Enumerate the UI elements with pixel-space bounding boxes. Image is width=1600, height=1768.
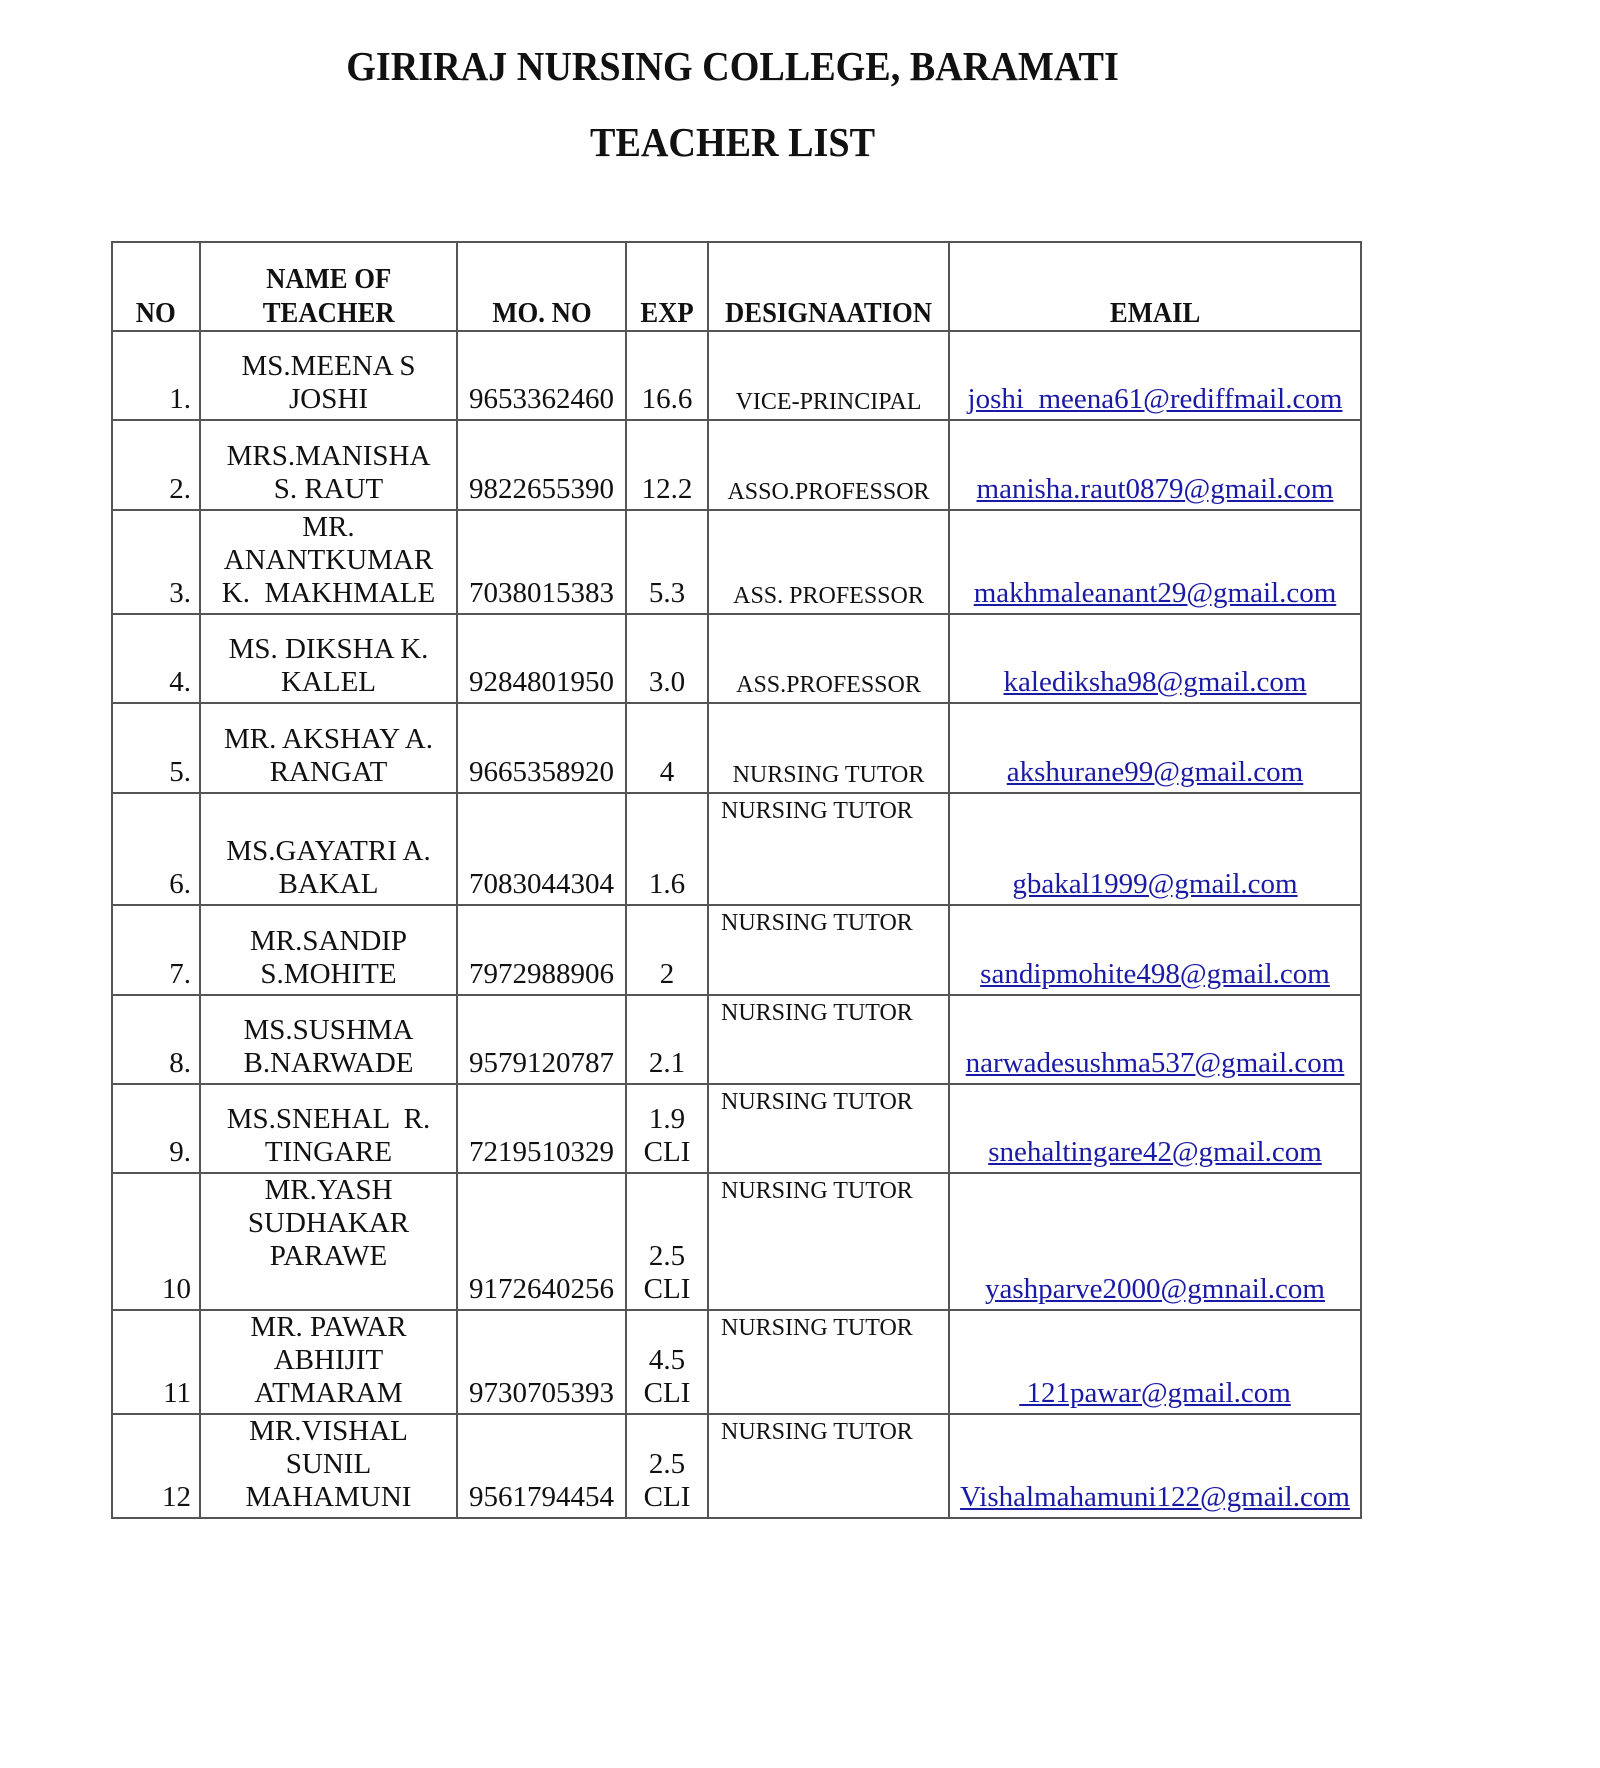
cell-experience — [626, 510, 708, 614]
cell-designation — [708, 703, 949, 793]
teacher-name-line: MS.SUSHMA — [243, 1014, 414, 1046]
cell-designation — [708, 510, 949, 614]
designation-text: NURSING TUTOR — [732, 762, 925, 788]
teacher-name-line: ANANTKUMAR — [223, 544, 434, 576]
cell-teacher-name — [200, 331, 457, 420]
table-row — [112, 1173, 1361, 1310]
teacher-name-line: MR. — [302, 511, 355, 543]
cell-no: 5. — [112, 703, 200, 793]
teacher-name-line: MR.VISHAL — [249, 1415, 408, 1447]
cell-email — [949, 1414, 1361, 1518]
column-header-name: NAME OF TEACHER — [200, 242, 457, 331]
teacher-name-line: S. RAUT — [273, 473, 384, 505]
cell-teacher-name — [200, 905, 457, 995]
table-row — [112, 995, 1361, 1084]
column-header-no: NO — [112, 242, 200, 331]
table-row — [112, 793, 1361, 905]
email-link[interactable]: Vishalmahamuni122@gmail.com — [960, 1481, 1350, 1513]
table-header-row — [112, 242, 1361, 331]
table-row — [112, 905, 1361, 995]
cell-mobile: 9822655390 — [457, 420, 626, 510]
designation-text: NURSING TUTOR — [721, 1419, 913, 1445]
email-link[interactable]: manisha.raut0879@gmail.com — [976, 473, 1334, 505]
email-link[interactable]: 121pawar@gmail.com — [1019, 1377, 1291, 1409]
email-link[interactable]: joshi_meena61@rediffmail.com — [967, 383, 1343, 415]
page-title: TEACHER LIST — [590, 119, 876, 165]
cell-designation — [708, 420, 949, 510]
teacher-name-line: MS. DIKSHA K. — [228, 633, 429, 665]
cell-designation — [708, 793, 949, 905]
cell-experience — [626, 703, 708, 793]
cell-email — [949, 420, 1361, 510]
cell-mobile: 9730705393 — [457, 1310, 626, 1414]
experience-line: 12.2 — [641, 473, 693, 505]
cell-no: 4. — [112, 614, 200, 703]
cell-experience — [626, 905, 708, 995]
email-link[interactable]: makhmaleanant29@gmail.com — [973, 577, 1337, 609]
table-row — [112, 331, 1361, 420]
cell-experience — [626, 1310, 708, 1414]
cell-designation — [708, 614, 949, 703]
cell-experience — [626, 1414, 708, 1518]
teacher-name-line: ABHIJIT — [273, 1344, 384, 1376]
cell-mobile: 7219510329 — [457, 1084, 626, 1173]
table-row — [112, 703, 1361, 793]
designation-text: ASS.PROFESSOR — [736, 672, 921, 698]
cell-experience — [626, 420, 708, 510]
teacher-name-line: SUDHAKAR — [247, 1207, 410, 1239]
column-header-email: EMAIL — [949, 242, 1361, 331]
cell-mobile: 9665358920 — [457, 703, 626, 793]
teacher-name-line: MAHAMUNI — [245, 1481, 412, 1513]
cell-no: 3. — [112, 510, 200, 614]
cell-email — [949, 510, 1361, 614]
cell-designation — [708, 1084, 949, 1173]
designation-text: NURSING TUTOR — [721, 910, 913, 936]
teacher-name-line: RANGAT — [269, 756, 388, 788]
teacher-name-line: B.NARWADE — [243, 1047, 414, 1079]
teacher-name-line: MS.GAYATRI A. — [226, 835, 431, 867]
cell-mobile: 9172640256 — [457, 1173, 626, 1310]
cell-teacher-name — [200, 1173, 457, 1310]
email-link[interactable]: akshurane99@gmail.com — [1006, 756, 1304, 788]
cell-designation — [708, 1414, 949, 1518]
cell-mobile: 7083044304 — [457, 793, 626, 905]
cell-mobile: 9284801950 — [457, 614, 626, 703]
designation-text: ASSO.PROFESSOR — [727, 479, 930, 505]
email-link[interactable]: kalediksha98@gmail.com — [1003, 666, 1307, 698]
column-header-exp: EXP — [626, 242, 708, 331]
cell-email — [949, 1084, 1361, 1173]
table-body — [112, 331, 1361, 1518]
teacher-name-line: TINGARE — [264, 1136, 393, 1168]
cell-no: 9. — [112, 1084, 200, 1173]
table-row — [112, 510, 1361, 614]
experience-line: 5.3 — [648, 577, 686, 609]
cell-no: 7. — [112, 905, 200, 995]
cell-no: 1. — [112, 331, 200, 420]
cell-no: 12 — [112, 1414, 200, 1518]
teacher-table — [111, 241, 1362, 1519]
experience-line: CLI — [643, 1481, 691, 1513]
email-link[interactable]: snehaltingare42@gmail.com — [988, 1136, 1322, 1168]
college-title: GIRIRAJ NURSING COLLEGE, BARAMATI — [346, 43, 1119, 89]
cell-no: 8. — [112, 995, 200, 1084]
table-row — [112, 1084, 1361, 1173]
cell-designation — [708, 1310, 949, 1414]
experience-line: 2.1 — [648, 1047, 686, 1079]
cell-mobile: 9579120787 — [457, 995, 626, 1084]
experience-line: 2.5 — [648, 1240, 686, 1272]
teacher-name-line: PARAWE — [269, 1240, 388, 1272]
cell-no: 11 — [112, 1310, 200, 1414]
cell-email — [949, 331, 1361, 420]
cell-experience — [626, 331, 708, 420]
designation-text: NURSING TUTOR — [721, 1089, 913, 1115]
cell-experience — [626, 793, 708, 905]
experience-line: 2.5 — [648, 1448, 686, 1480]
cell-experience — [626, 614, 708, 703]
email-link[interactable]: yashparve2000@gmnail.com — [985, 1273, 1325, 1305]
designation-text: NURSING TUTOR — [721, 798, 913, 824]
teacher-name-line: MR.YASH — [264, 1174, 393, 1206]
cell-mobile: 9653362460 — [457, 331, 626, 420]
cell-no: 2. — [112, 420, 200, 510]
cell-teacher-name — [200, 793, 457, 905]
teacher-name-line: BAKAL — [278, 868, 379, 900]
experience-line: 16.6 — [641, 383, 693, 415]
teacher-name-line: S.MOHITE — [260, 958, 397, 990]
cell-email — [949, 703, 1361, 793]
table-row — [112, 420, 1361, 510]
cell-teacher-name — [200, 614, 457, 703]
cell-no: 6. — [112, 793, 200, 905]
experience-line: 2 — [659, 958, 675, 990]
cell-email — [949, 1173, 1361, 1310]
cell-email — [949, 793, 1361, 905]
experience-line: CLI — [643, 1377, 691, 1409]
table-row — [112, 614, 1361, 703]
teacher-name-line — [205, 1273, 452, 1306]
teacher-name-line: MS.MEENA S — [241, 350, 416, 382]
teacher-name-line: KALEL — [280, 666, 377, 698]
column-header-designation: DESIGNAATION — [708, 242, 949, 331]
cell-email — [949, 995, 1361, 1084]
column-header-mobile: MO. NO — [457, 242, 626, 331]
teacher-name-line: MR. PAWAR — [250, 1311, 407, 1343]
designation-text: NURSING TUTOR — [721, 1178, 913, 1204]
cell-designation — [708, 905, 949, 995]
experience-line: 1.9 — [648, 1103, 686, 1135]
table-row — [112, 1414, 1361, 1518]
experience-line: CLI — [643, 1136, 691, 1168]
cell-mobile: 7038015383 — [457, 510, 626, 614]
cell-designation — [708, 331, 949, 420]
cell-teacher-name — [200, 1084, 457, 1173]
cell-teacher-name — [200, 420, 457, 510]
cell-teacher-name — [200, 703, 457, 793]
experience-line: 4 — [659, 756, 675, 788]
cell-teacher-name — [200, 1310, 457, 1414]
cell-designation — [708, 1173, 949, 1310]
email-link[interactable]: gbakal1999@gmail.com — [1012, 868, 1298, 900]
cell-teacher-name — [200, 510, 457, 614]
cell-teacher-name — [200, 995, 457, 1084]
experience-line: 1.6 — [648, 868, 686, 900]
teacher-name-line: MS.SNEHAL R. — [226, 1103, 431, 1135]
designation-text: NURSING TUTOR — [721, 1315, 913, 1341]
teacher-name-line: K. MAKHMALE — [221, 577, 436, 609]
teacher-name-line: ATMARAM — [254, 1377, 403, 1409]
cell-mobile: 9561794454 — [457, 1414, 626, 1518]
email-link[interactable]: narwadesushma537@gmail.com — [965, 1047, 1345, 1079]
cell-teacher-name — [200, 1414, 457, 1518]
cell-no: 10 — [112, 1173, 200, 1310]
teacher-name-line: MRS.MANISHA — [226, 440, 431, 472]
designation-text: NURSING TUTOR — [721, 1000, 913, 1026]
cell-experience — [626, 1173, 708, 1310]
designation-text: ASS. PROFESSOR — [733, 583, 924, 609]
email-link[interactable]: sandipmohite498@gmail.com — [980, 958, 1330, 990]
table-row — [112, 1310, 1361, 1414]
designation-text: VICE-PRINCIPAL — [735, 389, 922, 415]
teacher-name-line: MR. AKSHAY A. — [224, 723, 433, 755]
cell-experience — [626, 995, 708, 1084]
teacher-name-line: MR.SANDIP — [249, 925, 408, 957]
cell-designation — [708, 995, 949, 1084]
cell-email — [949, 1310, 1361, 1414]
experience-line: 4.5 — [648, 1344, 686, 1376]
cell-email — [949, 614, 1361, 703]
teacher-name-line: SUNIL — [285, 1448, 372, 1480]
cell-mobile: 7972988906 — [457, 905, 626, 995]
cell-email — [949, 905, 1361, 995]
teacher-name-line: JOSHI — [289, 383, 368, 415]
cell-experience — [626, 1084, 708, 1173]
experience-line: CLI — [643, 1273, 691, 1305]
experience-line: 3.0 — [648, 666, 686, 698]
